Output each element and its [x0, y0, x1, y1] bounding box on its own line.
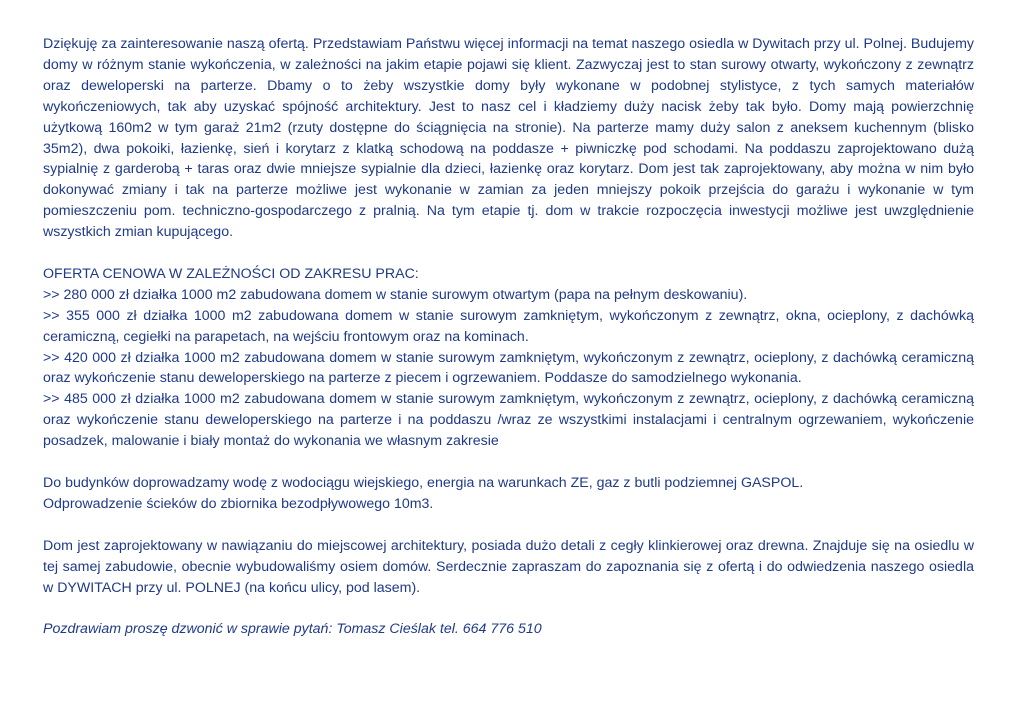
utilities-line-1: Do budynków doprowadzamy wodę z wodociągu wiejskiego, energia na warunkach ZE, gaz z butli podziemnej GASPOL. — [43, 475, 804, 491]
offer-item-2: >> 355 000 zł działka 1000 m2 zabudowana domem w stanie surowym zamkniętym, wykończonym z zewnątrz, okna, ocieplony, z dachówką ceramiczną, cegiełki na parapetach, na wejściu frontowym oraz na kominach. — [43, 307, 974, 345]
document-body — [43, 34, 974, 640]
spacer — [43, 515, 974, 536]
spacer — [43, 243, 974, 264]
closing-paragraph: Dom jest zaprojektowany w nawiązaniu do miejscowej architektury, posiada dużo detali z cegły klinkierowej oraz drewna. Znajduje się na osiedlu w tej samej zabudowie, obecnie wybudowaliśmy osiem domów. Serdecznie zapraszam do zapoznania się z ofertą i do odwiedzenia naszego osiedla w DYWITACH przy ul. POLNEJ (na końcu ulicy, pod lasem). — [43, 537, 974, 596]
spacer — [43, 452, 974, 473]
offer-item-3: >> 420 000 zł działka 1000 m2 zabudowana domem w stanie surowym zamkniętym, wykończonym z zewnątrz, ocieplony, z dachówką ceramiczną oraz wykończenie stanu deweloperskiego na parterze z piecem i ogrzewaniem. Poddasze do samodzielnego wykonania. — [43, 349, 974, 387]
offer-heading: OFERTA CENOWA W ZALEŻNOŚCI OD ZAKRESU PRAC: — [43, 265, 419, 282]
intro-paragraph: Dziękuję za zainteresowanie naszą ofertą. Przedstawiam Państwu więcej informacji na temat naszego osiedla w Dywitach przy ul. Polnej. Budujemy domy w różnym stanie wykończenia, w zależności na jakim etapie pojawi się klient. Zazwyczaj jest to stan surowy otwarty, wykończony z zewnątrz oraz deweloperski na parterze. Dbamy o to żeby wszystkie domy były wykonane w podobnej stylistyce, z tych samych materiałów wykończeniowych, tak aby uzyskać spójność architektury. Jest to nasz cel i kładziemy duży nacisk żeby tak było. Domy mają powierzchnię użytkową 160m2 w tym garaż 21m2 (rzuty dostępne do ściągnięcia na stronie). Na parterze mamy duży salon z aneksem kuchennym (blisko 35m2), dwa pokoiki, łazienkę, sień i korytarz z klatką schodową na poddasze + piwniczkę pod schodami. Na poddaszu zaprojektowano dużą sypialnię z garderobą + taras oraz dwie mniejsze sypialnie dla dzieci, łazienkę oraz korytarz. Dom jest tak zaprojektowany, aby można w nim było dokonywać zmiany i tak na parterze możliwe jest wykonanie w zamian za jeden mniejszy pokoik przejścia do garażu i wykonanie w tym pomieszczeniu pom. techniczno-gospodarczego z pralnią. Na tym etapie tj. dom w trakcie rozpoczęcia inwestycji możliwe jest uwzględnienie wszystkich zmian kupującego. — [43, 36, 974, 241]
offer-item-4: >> 485 000 zł działka 1000 m2 zabudowana domem w stanie surowym zamkniętym, wykończonym z zewnątrz, ocieplony, z dachówką ceramiczną oraz wykończenie stanu deweloperskiego na parterze i na poddaszu /wraz ze wszystkimi instalacjami i centralnym ogrzewaniem, wykończenie posadzek, malowanie i biały montaż do wykonania we własnym zakresie — [43, 391, 974, 450]
utilities-line-2: Odprowadzenie ścieków do zbiornika bezodpływowego 10m3. — [43, 495, 434, 512]
offer-item-1: >> 280 000 zł działka 1000 m2 zabudowana domem w stanie surowym otwartym (papa na pełnym deskowaniu). — [43, 286, 748, 303]
signature: Pozdrawiam proszę dzwonić w sprawie pytań: Tomasz Cieślak tel. 664 776 510 — [43, 621, 542, 638]
spacer — [43, 598, 974, 619]
